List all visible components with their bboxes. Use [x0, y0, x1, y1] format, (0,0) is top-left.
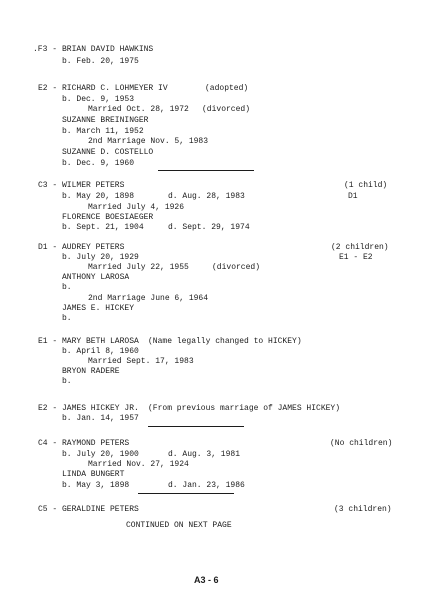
- spouse-name: ANTHONY LAROSA: [62, 273, 130, 282]
- marriage-date: Married Oct. 28, 1972: [88, 105, 189, 114]
- parentage-note: (From previous marriage of JAMES HICKEY): [148, 404, 341, 413]
- children-count: (3 children): [334, 505, 392, 514]
- name-change-note: (Name legally changed to HICKEY): [148, 337, 302, 346]
- entry-code: E2 -: [38, 404, 58, 413]
- spouse-birth-date: b. May 3, 1898: [62, 481, 130, 490]
- birth-date: b. Dec. 9, 1953: [62, 95, 135, 104]
- adoption-note: (adopted): [205, 84, 249, 93]
- marriage-note: (divorced): [202, 105, 251, 114]
- spouse-name: BRYON RADERE: [62, 367, 120, 376]
- person-name: RAYMOND PETERS: [62, 439, 130, 448]
- person-name: WILMER PETERS: [62, 181, 125, 190]
- entry-code: D1 -: [38, 243, 58, 252]
- spouse-birth-date: b.: [62, 377, 72, 386]
- death-date: d. Aug. 28, 1983: [168, 192, 245, 201]
- children-count: (1 child): [344, 181, 388, 190]
- spouse-name: LINDA BUNGERT: [62, 470, 125, 479]
- birth-date: b. Feb. 20, 1975: [62, 57, 139, 66]
- divider: [148, 426, 244, 427]
- marriage-date: Married July 22, 1955: [88, 263, 189, 272]
- birth-date: b. April 8, 1960: [62, 347, 139, 356]
- children-count: (2 children): [331, 243, 389, 252]
- spouse-name: SUZANNE D. COSTELLO: [62, 148, 154, 157]
- birth-date: b. July 20, 1900: [62, 450, 139, 459]
- marriage-date: 2nd Marriage Nov. 5, 1983: [88, 137, 209, 146]
- spouse-name: FLORENCE BOESIAEGER: [62, 213, 154, 222]
- spouse-name: JAMES E. HICKEY: [62, 304, 135, 313]
- marriage-note: (divorced): [212, 263, 261, 272]
- person-name: GERALDINE PETERS: [62, 505, 139, 514]
- continued-notice: CONTINUED ON NEXT PAGE: [126, 521, 232, 530]
- birth-date: b. May 20, 1898: [62, 192, 135, 201]
- spouse-name: SUZANNE BREININGER: [62, 116, 149, 125]
- spouse-birth-date: b. March 11, 1952: [62, 127, 144, 136]
- spouse-birth-date: b.: [62, 283, 72, 292]
- divider: [138, 493, 234, 494]
- birth-date: b. Jan. 14, 1957: [62, 414, 139, 423]
- spouse-birth-date: b.: [62, 314, 72, 323]
- children-codes: E1 - E2: [339, 253, 373, 262]
- entry-code: C4 -: [38, 439, 58, 448]
- divider: [158, 170, 254, 171]
- death-date: d. Aug. 3, 1981: [168, 450, 241, 459]
- spouse-birth-date: b. Sept. 21, 1904: [62, 223, 144, 232]
- entry-code: .F3 -: [33, 45, 58, 54]
- person-name: RICHARD C. LOHMEYER IV: [62, 84, 168, 93]
- person-name: BRIAN DAVID HAWKINS: [62, 45, 154, 54]
- children-count: (No children): [330, 439, 393, 448]
- entry-code: C3 -: [38, 181, 58, 190]
- spouse-birth-date: b. Dec. 9, 1960: [62, 159, 135, 168]
- marriage-date: Married Sept. 17, 1983: [88, 357, 194, 366]
- children-codes: D1: [348, 192, 358, 201]
- person-name: JAMES HICKEY JR.: [62, 404, 139, 413]
- person-name: AUDREY PETERS: [62, 243, 125, 252]
- page-number: A3 - 6: [194, 575, 219, 585]
- birth-date: b. July 20, 1929: [62, 253, 139, 262]
- spouse-death-date: d. Jan. 23, 1986: [168, 481, 245, 490]
- spouse-death-date: d. Sept. 29, 1974: [168, 223, 250, 232]
- marriage-date: 2nd Marriage June 6, 1964: [88, 294, 209, 303]
- entry-code: E2 -: [38, 84, 58, 93]
- marriage-date: Married Nov. 27, 1924: [88, 460, 189, 469]
- entry-code: C5 -: [38, 505, 58, 514]
- entry-code: E1 -: [38, 337, 58, 346]
- person-name: MARY BETH LAROSA: [62, 337, 139, 346]
- marriage-date: Married July 4, 1926: [88, 203, 185, 212]
